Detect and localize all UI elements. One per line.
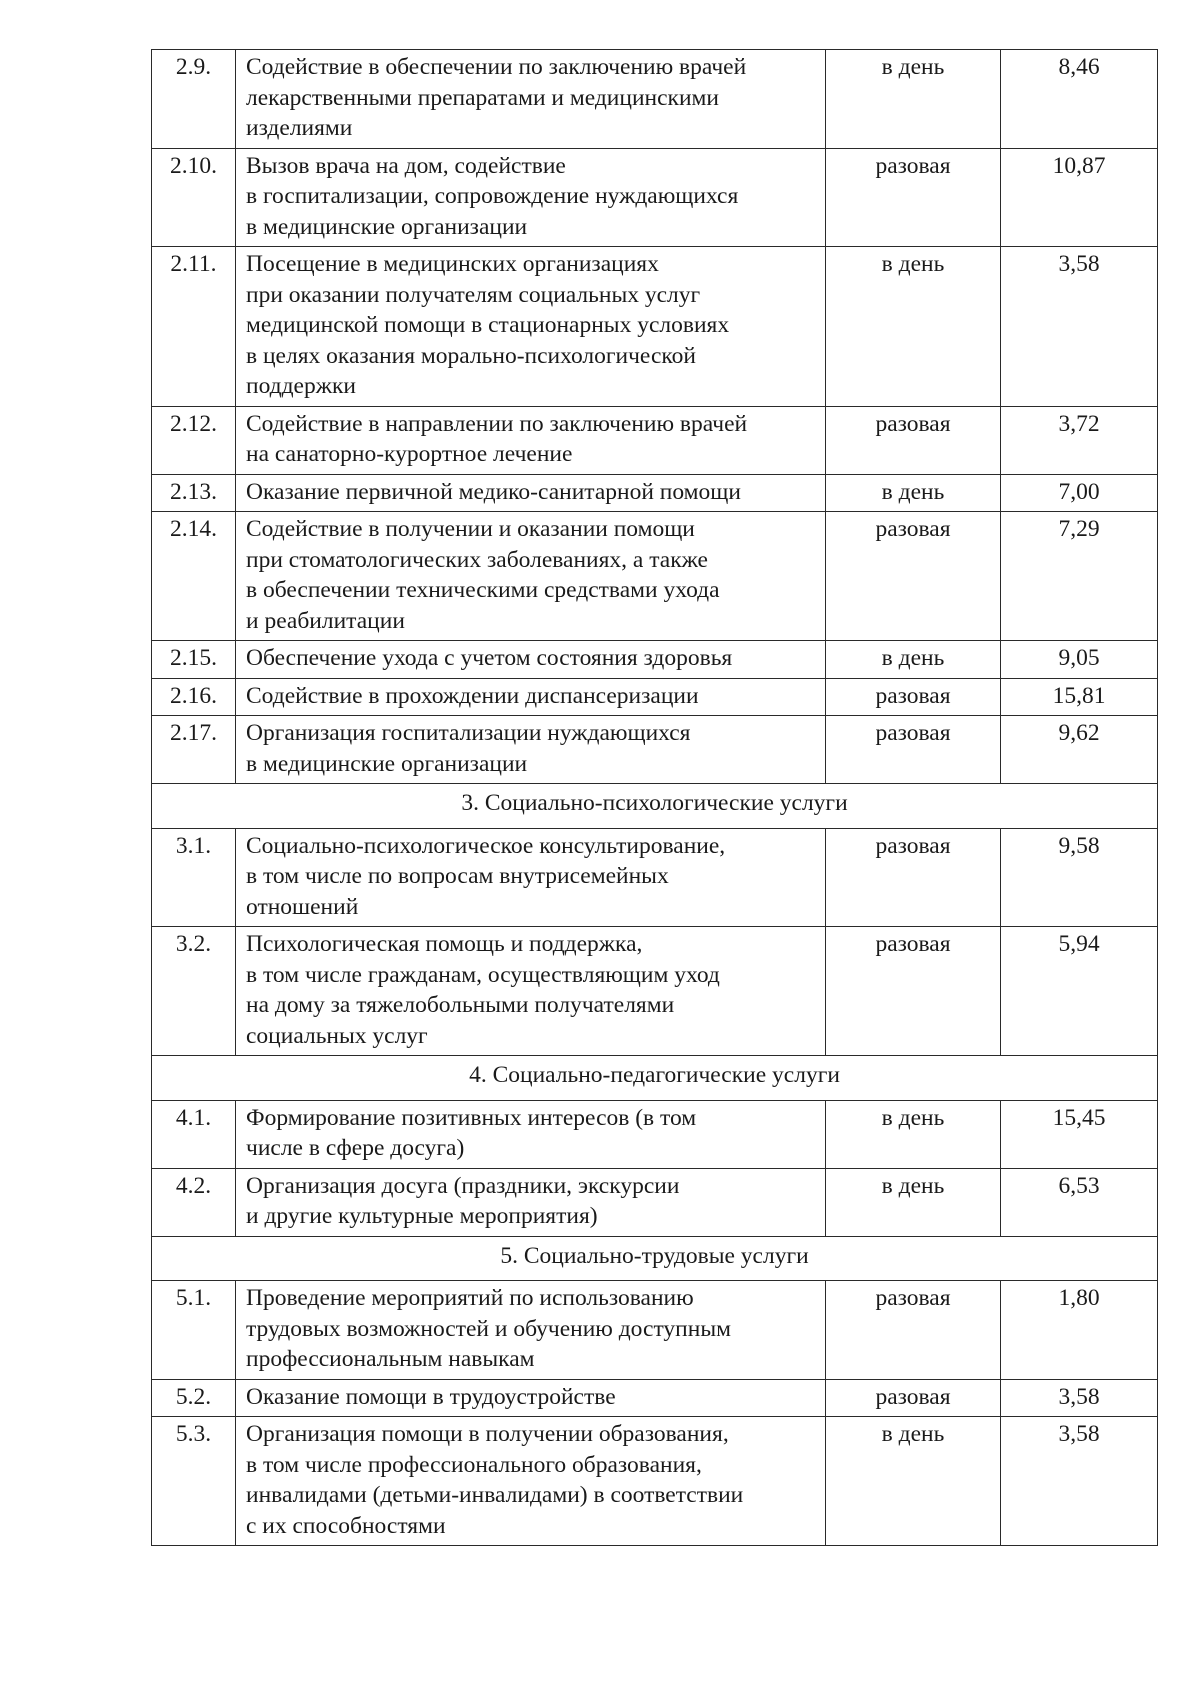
table-row xyxy=(152,148,1158,247)
service-number: 2.11. xyxy=(152,247,236,407)
service-unit: в день xyxy=(826,1100,1001,1168)
service-number: 2.17. xyxy=(152,716,236,784)
section-title: 5. Социально-трудовые услуги xyxy=(152,1236,1158,1281)
table-row xyxy=(152,247,1158,407)
service-number: 2.12. xyxy=(152,406,236,474)
table-row xyxy=(152,512,1158,641)
service-number: 5.2. xyxy=(152,1379,236,1417)
service-unit: разовая xyxy=(826,716,1001,784)
service-price: 10,87 xyxy=(1001,148,1158,247)
service-price: 9,05 xyxy=(1001,641,1158,679)
service-name: Проведение мероприятий по использованию трудовых возможностей и обучению доступным профессиональным навыкам xyxy=(236,1281,826,1380)
service-name: Содействие в обеспечении по заключению врачей лекарственными препаратами и медицинскими изделиями xyxy=(236,50,826,149)
service-price: 5,94 xyxy=(1001,927,1158,1056)
service-unit: в день xyxy=(826,1417,1001,1546)
service-price: 3,72 xyxy=(1001,406,1158,474)
service-number: 2.16. xyxy=(152,678,236,716)
section-header-row xyxy=(152,1056,1158,1101)
service-name: Организация госпитализации нуждающихся в медицинские организации xyxy=(236,716,826,784)
section-header-row xyxy=(152,1236,1158,1281)
service-name: Формирование позитивных интересов (в том числе в сфере досуга) xyxy=(236,1100,826,1168)
section-title: 3. Социально-психологические услуги xyxy=(152,784,1158,829)
table-body xyxy=(152,50,1158,1546)
service-price: 3,58 xyxy=(1001,1417,1158,1546)
table-row xyxy=(152,641,1158,679)
service-name: Вызов врача на дом, содействие в госпитализации, сопровождение нуждающихся в медицинские организации xyxy=(236,148,826,247)
section-header-row xyxy=(152,784,1158,829)
table-row xyxy=(152,1168,1158,1236)
service-name: Психологическая помощь и поддержка, в том числе гражданам, осуществляющим уход на дому за тяжелобольными получателями социальных услуг xyxy=(236,927,826,1056)
service-name: Обеспечение ухода с учетом состояния здоровья xyxy=(236,641,826,679)
service-unit: в день xyxy=(826,474,1001,512)
service-price: 7,00 xyxy=(1001,474,1158,512)
service-name: Оказание первичной медико-санитарной помощи xyxy=(236,474,826,512)
service-number: 4.2. xyxy=(152,1168,236,1236)
table-row xyxy=(152,1281,1158,1380)
table-row xyxy=(152,406,1158,474)
service-name: Содействие в прохождении диспансеризации xyxy=(236,678,826,716)
service-name: Посещение в медицинских организациях при оказании получателям социальных услуг медицинской помощи в стационарных условиях в целях оказания морально-психологической поддержки xyxy=(236,247,826,407)
service-unit: разовая xyxy=(826,828,1001,927)
services-tariff-table xyxy=(151,49,1158,1546)
service-unit: разовая xyxy=(826,148,1001,247)
service-name: Содействие в направлении по заключению врачей на санаторно-курортное лечение xyxy=(236,406,826,474)
service-unit: разовая xyxy=(826,406,1001,474)
service-number: 3.1. xyxy=(152,828,236,927)
service-number: 5.1. xyxy=(152,1281,236,1380)
service-price: 3,58 xyxy=(1001,247,1158,407)
service-number: 2.13. xyxy=(152,474,236,512)
service-number: 5.3. xyxy=(152,1417,236,1546)
service-price: 3,58 xyxy=(1001,1379,1158,1417)
service-price: 9,62 xyxy=(1001,716,1158,784)
service-unit: в день xyxy=(826,247,1001,407)
service-unit: разовая xyxy=(826,512,1001,641)
table-row xyxy=(152,716,1158,784)
table-row xyxy=(152,828,1158,927)
service-price: 9,58 xyxy=(1001,828,1158,927)
table-row xyxy=(152,678,1158,716)
service-price: 15,81 xyxy=(1001,678,1158,716)
service-number: 3.2. xyxy=(152,927,236,1056)
table-row xyxy=(152,1417,1158,1546)
service-price: 7,29 xyxy=(1001,512,1158,641)
service-unit: разовая xyxy=(826,1281,1001,1380)
table-row xyxy=(152,50,1158,149)
service-price: 8,46 xyxy=(1001,50,1158,149)
table-row xyxy=(152,1100,1158,1168)
service-name: Социально-психологическое консультирование, в том числе по вопросам внутрисемейных отношений xyxy=(236,828,826,927)
service-unit: в день xyxy=(826,641,1001,679)
service-number: 2.15. xyxy=(152,641,236,679)
service-unit: в день xyxy=(826,50,1001,149)
table-row xyxy=(152,1379,1158,1417)
service-name: Содействие в получении и оказании помощи при стоматологических заболеваниях, а также в обеспечении техническими средствами ухода и реабилитации xyxy=(236,512,826,641)
service-unit: разовая xyxy=(826,678,1001,716)
service-name: Оказание помощи в трудоустройстве xyxy=(236,1379,826,1417)
service-name: Организация помощи в получении образования, в том числе профессионального образования, инвалидами (детьми-инвалидами) в соответствии с их способностями xyxy=(236,1417,826,1546)
service-number: 2.9. xyxy=(152,50,236,149)
service-name: Организация досуга (праздники, экскурсии и другие культурные мероприятия) xyxy=(236,1168,826,1236)
service-number: 2.14. xyxy=(152,512,236,641)
service-unit: разовая xyxy=(826,1379,1001,1417)
service-price: 15,45 xyxy=(1001,1100,1158,1168)
service-unit: разовая xyxy=(826,927,1001,1056)
service-unit: в день xyxy=(826,1168,1001,1236)
service-price: 1,80 xyxy=(1001,1281,1158,1380)
table-row xyxy=(152,927,1158,1056)
service-price: 6,53 xyxy=(1001,1168,1158,1236)
section-title: 4. Социально-педагогические услуги xyxy=(152,1056,1158,1101)
table-row xyxy=(152,474,1158,512)
service-number: 4.1. xyxy=(152,1100,236,1168)
service-number: 2.10. xyxy=(152,148,236,247)
